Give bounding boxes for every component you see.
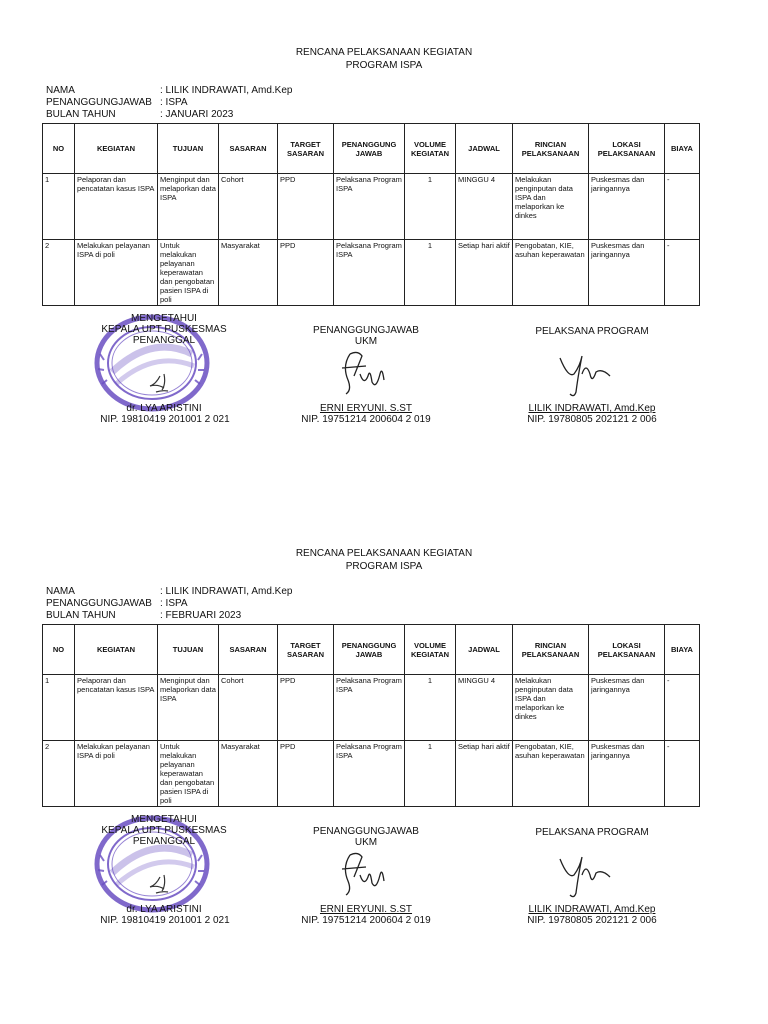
- header-cell: NO: [43, 124, 75, 174]
- cell-volume: 1: [405, 174, 456, 240]
- cell-penanggung-jawab: Pelaksana Program ISPA: [334, 240, 405, 306]
- sig-right-line1: PELAKSANA PROGRAM: [535, 326, 649, 337]
- cell-jadwal: Setiap hari aktif: [456, 240, 513, 306]
- header-cell: TUJUAN: [158, 625, 219, 675]
- cell-target: PPD: [278, 675, 334, 741]
- cell-target: PPD: [278, 741, 334, 807]
- sig-name-program: LILIK INDRAWATI, Amd.Kep: [528, 403, 656, 414]
- table-row: [43, 240, 700, 306]
- sig-mid-line1: PENANGGUNGJAWAB: [313, 826, 419, 837]
- header-cell: NO: [43, 625, 75, 675]
- signature-block-head: [76, 814, 252, 847]
- sig-mid-line1: PENANGGUNGJAWAB: [313, 325, 419, 336]
- cell-kegiatan: Pelaporan dan pencatatan kasus ISPA: [75, 675, 158, 741]
- meta-value-nama: : LILIK INDRAWATI, Amd.Kep: [160, 586, 293, 597]
- document-meta: [46, 586, 292, 622]
- cell-penanggung-jawab: Pelaksana Program ISPA: [334, 174, 405, 240]
- plan-document-february: [0, 501, 768, 1001]
- cell-tujuan: Menginput dan melaporkan data ISPA: [158, 174, 219, 240]
- handwritten-signature-icon: [552, 348, 614, 400]
- signature-block-program: [508, 326, 676, 337]
- sig-name-head: dr. LYA ARISTINI: [126, 403, 202, 414]
- meta-value-penanggungjawab: : ISPA: [160, 598, 188, 609]
- cell-penanggung-jawab: Pelaksana Program ISPA: [334, 675, 405, 741]
- meta-value-nama: : LILIK INDRAWATI, Amd.Kep: [160, 85, 293, 96]
- signature-block-ukm: [290, 826, 442, 848]
- cell-target: PPD: [278, 240, 334, 306]
- sig-left-line3: PENANGGAL: [132, 335, 196, 346]
- header-cell: BIAYA: [665, 124, 700, 174]
- cell-no: 1: [43, 174, 75, 240]
- cell-rincian: Pengobatan, KIE, asuhan keperawatan: [513, 741, 589, 807]
- sig-left-line1: MENGETAHUI: [131, 313, 197, 324]
- sig-nip-program: NIP. 19780805 202121 2 006: [527, 414, 657, 425]
- header-cell: JADWAL: [456, 124, 513, 174]
- sig-mid-line2: UKM: [354, 837, 378, 848]
- signature-block-ukm: [290, 325, 442, 347]
- sig-left-line1: MENGETAHUI: [131, 814, 197, 825]
- cell-volume: 1: [405, 240, 456, 306]
- meta-value-penanggungjawab: : ISPA: [160, 97, 188, 108]
- cell-kegiatan: Melakukan pelayanan ISPA di poli: [75, 741, 158, 807]
- cell-lokasi: Puskesmas dan jaringannya: [589, 174, 665, 240]
- cell-tujuan: Untuk melakukan pelayanan keperawatan dan pengobatan pasien ISPA di poli: [158, 240, 219, 306]
- cell-rincian: Melakukan penginputan data ISPA dan melaporkan ke dinkes: [513, 675, 589, 741]
- sig-nip-ukm: NIP. 19751214 200604 2 019: [301, 915, 431, 926]
- header-cell: PENANGGUNG JAWAB: [334, 625, 405, 675]
- meta-value-bulan-tahun: : JANUARI 2023: [160, 109, 234, 120]
- sig-nip-head: NIP. 19810419 201001 2 021: [100, 915, 230, 926]
- table-row: [43, 675, 700, 741]
- cell-tujuan: Menginput dan melaporkan data ISPA: [158, 675, 219, 741]
- sig-left-line3: PENANGGAL: [132, 836, 196, 847]
- header-cell: RINCIAN PELAKSANAAN: [513, 124, 589, 174]
- document-subtitle: PROGRAM ISPA: [345, 60, 423, 71]
- sig-nip-program: NIP. 19780805 202121 2 006: [527, 915, 657, 926]
- header-cell: SASARAN: [219, 625, 278, 675]
- cell-volume: 1: [405, 675, 456, 741]
- cell-no: 2: [43, 240, 75, 306]
- header-cell: SASARAN: [219, 124, 278, 174]
- cell-kegiatan: Pelaporan dan pencatatan kasus ISPA: [75, 174, 158, 240]
- cell-sasaran: Masyarakat: [219, 240, 278, 306]
- cell-biaya: -: [665, 741, 700, 807]
- cell-target: PPD: [278, 174, 334, 240]
- sig-name-program: LILIK INDRAWATI, Amd.Kep: [528, 904, 656, 915]
- signature-block-head: [76, 313, 252, 346]
- sig-nip-ukm: NIP. 19751214 200604 2 019: [301, 414, 431, 425]
- table-row: [43, 174, 700, 240]
- signature-block-program: [508, 827, 676, 838]
- cell-sasaran: Cohort: [219, 675, 278, 741]
- cell-tujuan: Untuk melakukan pelayanan keperawatan dan pengobatan pasien ISPA di poli: [158, 741, 219, 807]
- meta-label-nama: NAMA: [46, 85, 75, 96]
- plan-document-january: [0, 0, 768, 500]
- cell-kegiatan: Melakukan pelayanan ISPA di poli: [75, 240, 158, 306]
- cell-no: 1: [43, 675, 75, 741]
- cell-biaya: -: [665, 675, 700, 741]
- meta-label-bulan-tahun: BULAN TAHUN: [46, 610, 116, 621]
- header-cell: TUJUAN: [158, 124, 219, 174]
- cell-lokasi: Puskesmas dan jaringannya: [589, 675, 665, 741]
- sig-name-head: dr. LYA ARISTINI: [126, 904, 202, 915]
- cell-biaya: -: [665, 240, 700, 306]
- sig-mid-line2: UKM: [354, 336, 378, 347]
- cell-sasaran: Cohort: [219, 174, 278, 240]
- cell-volume: 1: [405, 741, 456, 807]
- cell-rincian: Melakukan penginputan data ISPA dan melaporkan ke dinkes: [513, 174, 589, 240]
- header-cell: PENANGGUNG JAWAB: [334, 124, 405, 174]
- sig-left-line2: KEPALA UPT PUSKESMAS: [101, 825, 227, 836]
- sig-nip-head: NIP. 19810419 201001 2 021: [100, 414, 230, 425]
- cell-jadwal: Setiap hari aktif: [456, 741, 513, 807]
- plan-table: [42, 624, 700, 807]
- sig-right-line1: PELAKSANA PROGRAM: [535, 827, 649, 838]
- handwritten-signature-icon: [552, 849, 614, 901]
- cell-biaya: -: [665, 174, 700, 240]
- cell-no: 2: [43, 741, 75, 807]
- table-header-row: [43, 124, 700, 174]
- meta-label-nama: NAMA: [46, 586, 75, 597]
- header-cell: KEGIATAN: [75, 625, 158, 675]
- handwritten-signature-icon: [336, 847, 388, 899]
- header-cell: VOLUME KEGIATAN: [405, 625, 456, 675]
- document-subtitle: PROGRAM ISPA: [345, 561, 423, 572]
- cell-penanggung-jawab: Pelaksana Program ISPA: [334, 741, 405, 807]
- cell-sasaran: Masyarakat: [219, 741, 278, 807]
- cell-lokasi: Puskesmas dan jaringannya: [589, 240, 665, 306]
- header-cell: KEGIATAN: [75, 124, 158, 174]
- document-meta: [46, 85, 292, 121]
- header-cell: LOKASI PELAKSANAAN: [589, 625, 665, 675]
- table-header-row: [43, 625, 700, 675]
- document-title: RENCANA PELAKSANAAN KEGIATAN: [295, 548, 473, 559]
- cell-rincian: Pengobatan, KIE, asuhan keperawatan: [513, 240, 589, 306]
- cell-jadwal: MINGGU 4: [456, 675, 513, 741]
- header-cell: JADWAL: [456, 625, 513, 675]
- sig-left-line2: KEPALA UPT PUSKESMAS: [101, 324, 227, 335]
- document-title: RENCANA PELAKSANAAN KEGIATAN: [295, 47, 473, 58]
- meta-value-bulan-tahun: : FEBRUARI 2023: [160, 610, 242, 621]
- sig-name-ukm: ERNI ERYUNI. S.ST: [319, 904, 413, 915]
- plan-table: [42, 123, 700, 306]
- header-cell: RINCIAN PELAKSANAAN: [513, 625, 589, 675]
- header-cell: BIAYA: [665, 625, 700, 675]
- cell-jadwal: MINGGU 4: [456, 174, 513, 240]
- meta-label-penanggungjawab: PENANGGUNGJAWAB: [46, 97, 152, 108]
- cell-lokasi: Puskesmas dan jaringannya: [589, 741, 665, 807]
- meta-label-penanggungjawab: PENANGGUNGJAWAB: [46, 598, 152, 609]
- table-row: [43, 741, 700, 807]
- header-cell: TARGET SASARAN: [278, 625, 334, 675]
- header-cell: VOLUME KEGIATAN: [405, 124, 456, 174]
- handwritten-signature-icon: [336, 346, 388, 398]
- meta-label-bulan-tahun: BULAN TAHUN: [46, 109, 116, 120]
- sig-name-ukm: ERNI ERYUNI. S.ST: [319, 403, 413, 414]
- header-cell: LOKASI PELAKSANAAN: [589, 124, 665, 174]
- header-cell: TARGET SASARAN: [278, 124, 334, 174]
